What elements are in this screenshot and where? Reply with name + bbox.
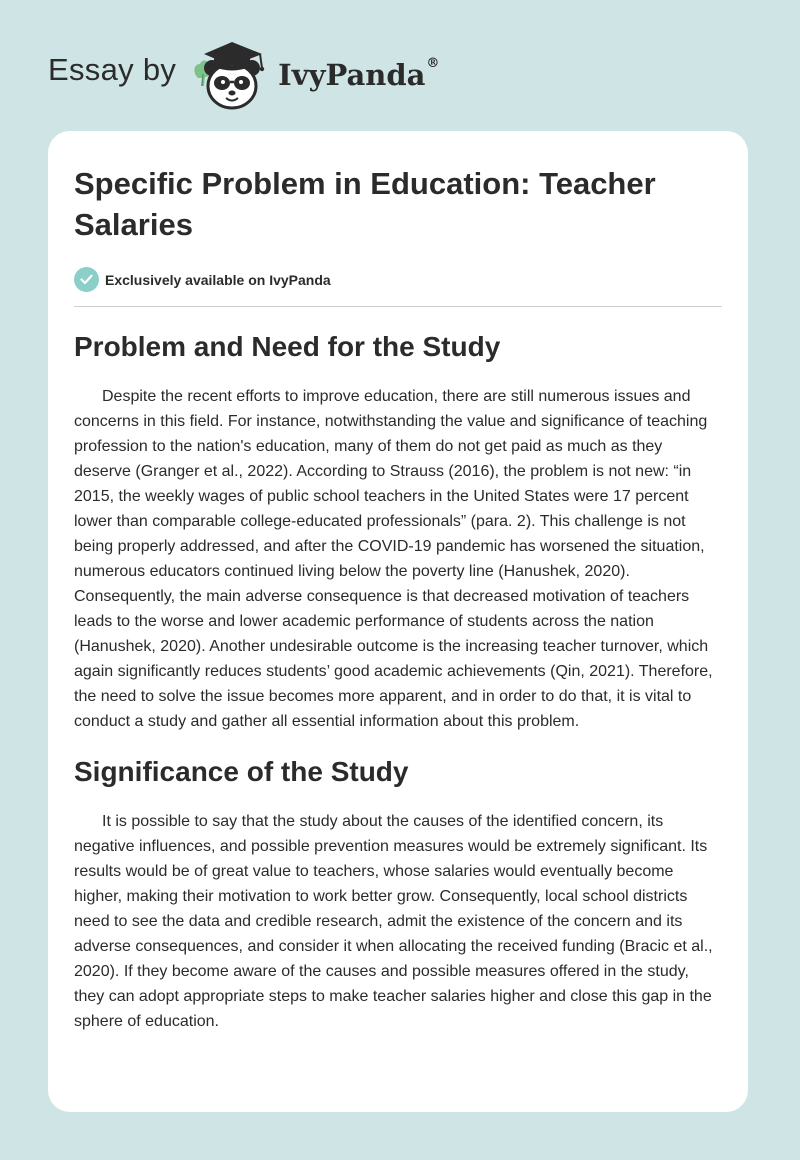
exclusive-badge-label: Exclusively available on IvyPanda <box>105 271 331 288</box>
brand-name[interactable] <box>278 58 439 92</box>
brand-name-text: IvyPanda <box>278 58 426 92</box>
site-header <box>48 34 439 114</box>
section-heading: Problem and Need for the Study <box>74 331 501 362</box>
essay-title: Specific Problem in Education: Teacher Salaries <box>74 166 656 242</box>
essay-card <box>48 131 748 1112</box>
title-divider <box>74 306 722 307</box>
section-heading: Significance of the Study <box>74 756 409 787</box>
section-problem-and-need <box>74 329 722 734</box>
exclusive-badge <box>74 267 722 292</box>
section-significance <box>74 754 722 1034</box>
panda-graduate-logo-icon[interactable] <box>190 34 274 114</box>
section-paragraph: It is possible to say that the study about the causes of the identified concern, its negative influences, and possible prevention measures would be extremely significant. Its results would be of great value to teachers, whose salaries would eventually become higher, making their motivation to work better grow. Consequently, local school districts need to see the data and credible research, admit the existence of the concern and its adverse consequences, and consider it when allocating the received funding (Bracic et al., 2020). If they become aware of the causes and possible measures offered in the study, they can adopt appropriate steps to make teacher salaries higher and close this gap in the sphere of education. <box>74 813 713 1030</box>
brand-prefix: Essay by <box>48 52 177 87</box>
check-circle-icon <box>74 267 99 292</box>
section-paragraph: Despite the recent efforts to improve education, there are still numerous issues and concerns in this field. For instance, notwithstanding the value and significance of teaching profession to the nation's education, many of them do not get paid as much as they deserve (Granger et al., 2022). According to Strauss (2016), the problem is not new: “in 2015, the weekly wages of public school teachers in the United States were 17 percent lower than comparable college-educated professionals” (para. 2). This challenge is not being properly addressed, and after the COVID-19 pandemic has worsened the situation, numerous educators continued living below the poverty line (Hanushek, 2020). Consequently, the main adverse consequence is that decreased motivation of teachers leads to the worse and lower academic performance of students across the nation (Hanushek, 2020). Another undesirable outcome is the increasing teacher turnover, which again significantly reduces students’ good academic achievements (Qin, 2021). Therefore, the need to solve the issue becomes more apparent, and in order to do that, it is vital to conduct a study and gather all essential information about this problem. <box>74 388 713 730</box>
registered-mark: ® <box>426 56 440 71</box>
